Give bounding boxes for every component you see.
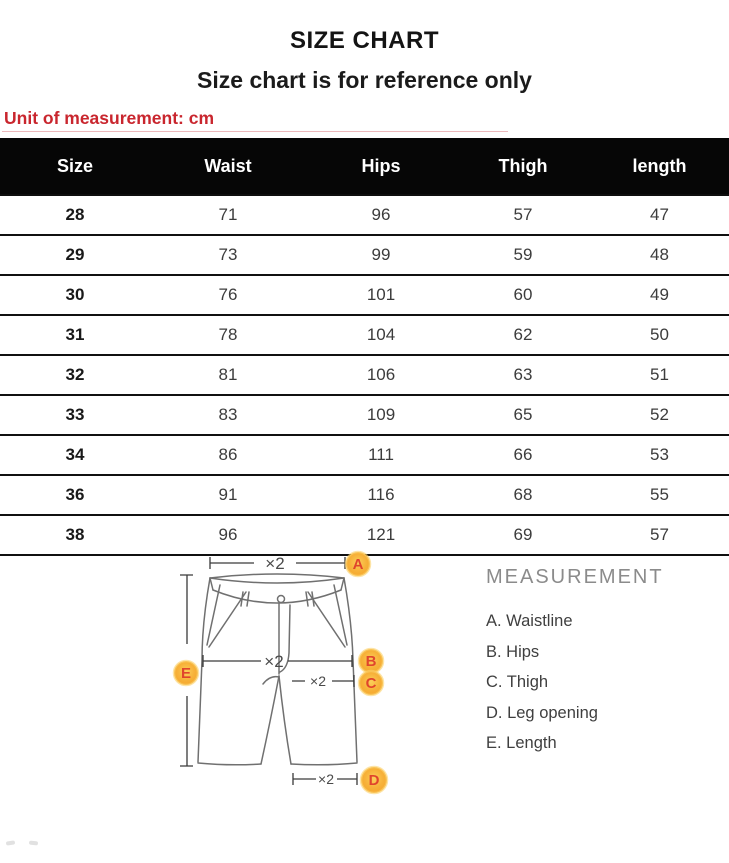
cell-size: 30 [0,275,150,315]
table-header-row [0,138,729,195]
cell-size: 29 [0,235,150,275]
hips-x2-label: ×2 [264,652,284,671]
badge-c [359,671,383,695]
cell-waist: 86 [150,435,306,475]
legend-item-hips: B. Hips [486,642,540,661]
cell-waist: 91 [150,475,306,515]
legend-item-waistline: A. Waistline [486,612,573,630]
cell-size: 34 [0,435,150,475]
cell-waist: 76 [150,275,306,315]
badge-d-letter: D [368,772,380,789]
size-row [0,315,729,355]
size-row [0,195,729,235]
column-header-hips: Hips [306,138,456,195]
size-row [0,475,729,515]
crotch-curve [263,677,279,684]
unit-of-measurement-note: Unit of measurement: cm [4,108,215,128]
cell-hips: 116 [306,475,456,515]
legend-title: MEASUREMENT [486,566,664,588]
size-row [0,395,729,435]
cell-hips: 106 [306,355,456,395]
cell-size: 31 [0,315,150,355]
badge-d [361,767,387,793]
hips-measure-line [203,652,352,671]
size-table [0,138,729,556]
cell-length: 52 [590,395,729,435]
page-title: SIZE CHART [290,27,439,54]
measurement-legend [486,566,716,766]
cell-thigh: 62 [456,315,590,355]
cell-waist: 73 [150,235,306,275]
size-row [0,435,729,475]
badge-e [174,661,198,685]
cell-hips: 101 [306,275,456,315]
cell-length: 47 [590,195,729,235]
cell-thigh: 65 [456,395,590,435]
cell-hips: 109 [306,395,456,435]
cell-waist: 96 [150,515,306,555]
badge-e-letter: E [180,665,192,682]
left-inner-seam [261,676,279,764]
cell-waist: 71 [150,195,306,235]
page-subtitle: Size chart is for reference only [197,67,532,93]
badge-c-letter: C [365,675,377,692]
cell-length: 50 [590,315,729,355]
shorts-measurement-diagram [0,543,420,828]
cell-thigh: 57 [456,195,590,235]
badge-a-letter: A [352,556,364,573]
cell-waist: 83 [150,395,306,435]
cell-size: 28 [0,195,150,235]
cell-length: 49 [590,275,729,315]
cell-length: 57 [590,515,729,555]
unit-note-underline [2,131,508,132]
cell-thigh: 60 [456,275,590,315]
column-header-thigh: Thigh [456,138,590,195]
legend-item-thigh: C. Thigh [486,673,549,691]
badge-b-letter: B [365,653,377,670]
cell-hips: 99 [306,235,456,275]
cell-hips: 96 [306,195,456,235]
artifact-mark [6,840,15,845]
cell-length: 51 [590,355,729,395]
legend-item-leg-opening: D. Leg opening [486,703,598,722]
column-header-waist: Waist [150,138,306,195]
cell-length: 48 [590,235,729,275]
badge-b [359,649,383,673]
button [278,596,285,603]
waist-measure-line [210,554,345,573]
cell-length: 53 [590,435,729,475]
leg-opening-measure-line [293,771,357,787]
cell-thigh: 59 [456,235,590,275]
badge-a [346,552,370,576]
cell-hips: 111 [306,435,456,475]
waist-x2-label: ×2 [265,554,285,573]
column-header-size: Size [0,138,150,195]
leg-opening-x2-label: ×2 [318,771,334,787]
thigh-measure-line [292,673,354,689]
cell-size: 36 [0,475,150,515]
thigh-x2-label: ×2 [310,673,326,689]
cell-thigh: 69 [456,515,590,555]
cell-size: 33 [0,395,150,435]
cell-length: 55 [590,475,729,515]
cell-waist: 78 [150,315,306,355]
column-header-length: length [590,138,729,195]
artifact-mark [29,841,38,846]
cell-hips: 104 [306,315,456,355]
right-inner-seam [279,676,291,764]
cell-size: 38 [0,515,150,555]
size-row [0,275,729,315]
size-row [0,235,729,275]
size-row [0,355,729,395]
cell-thigh: 66 [456,435,590,475]
cell-thigh: 68 [456,475,590,515]
cell-waist: 81 [150,355,306,395]
right-hem [291,763,357,765]
left-hem [198,763,261,765]
legend-item-length: E. Length [486,734,557,752]
left-outer-seam [198,578,210,762]
cell-size: 32 [0,355,150,395]
cell-hips: 121 [306,515,456,555]
cell-thigh: 63 [456,355,590,395]
right-outer-seam [344,578,357,762]
